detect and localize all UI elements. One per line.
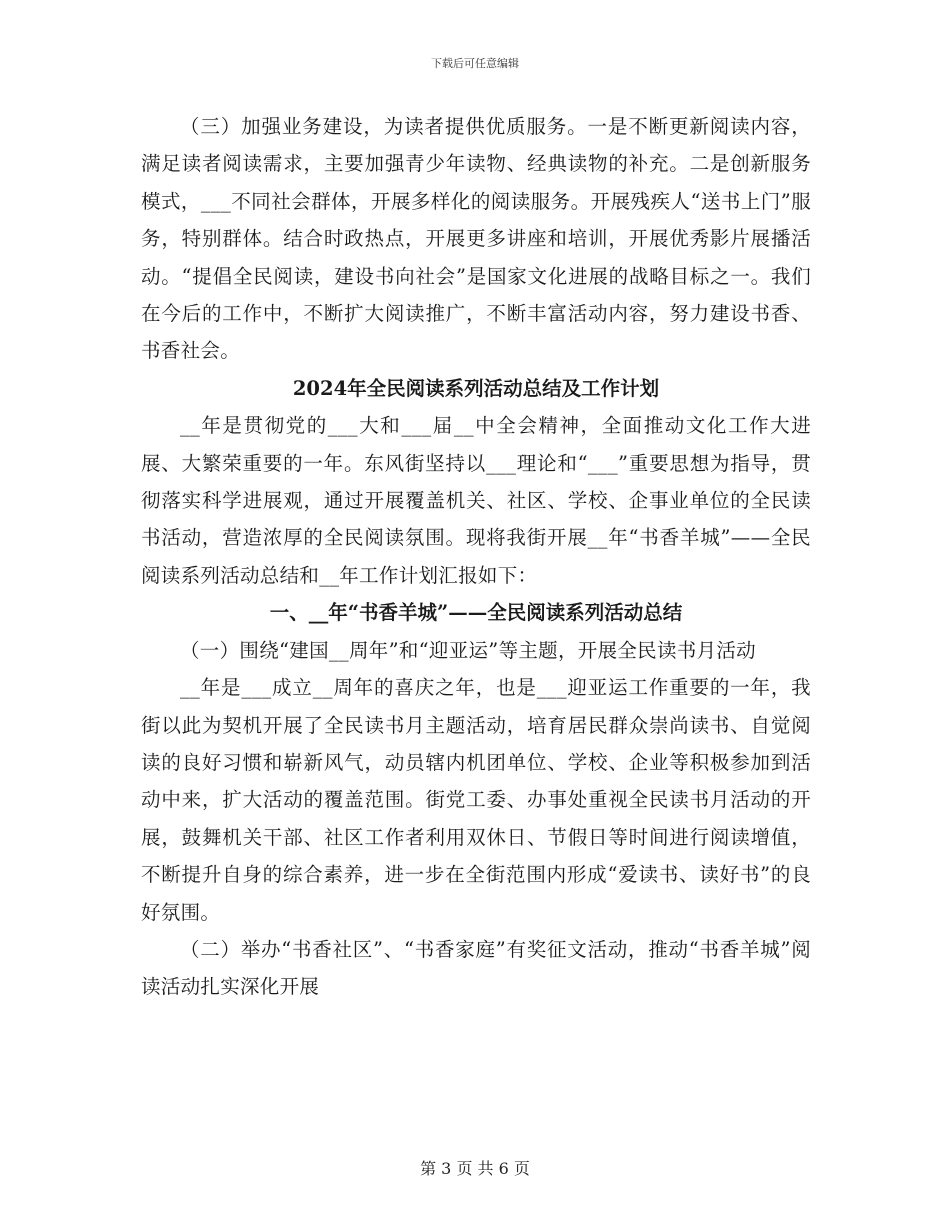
document-title: 2024年全民阅读系列活动总结及工作计划 <box>292 376 660 400</box>
subsection-heading-reading-month: （一）围绕“建国__周年”和“迎亚运”等主题，开展全民读书月活动 <box>180 638 756 662</box>
page-number-footer: 第 3 页 共 6 页 <box>420 1159 530 1178</box>
section-heading-summary: 一、__年“书香羊城”——全民阅读系列活动总结 <box>269 601 683 625</box>
paragraph-service-building: （三）加强业务建设，为读者提供优质服务。一是不断更新阅读内容，满足读者阅读需求，主要加强青少年读物、经典读物的补充。二是创新服务模式，___不同社会群体，开展多样化的阅读服务。开展残疾人“送书上门”服务，特别群体。结合时政热点，开展更多讲座和培训，开展优秀影片展播活动。“提倡全民阅读，建设书向社会”是国家文化进展的战略目标之一。我们在今后的工作中，不断扩大阅读推广，不断丰富活动内容，努力建设书香、书香社会。 <box>141 115 811 363</box>
paragraph-introduction: __年是贯彻党的___大和___届__中全会精神，全面推动文化工作大进展、大繁荣重要的一年。东风街坚持以___理论和“___”重要思想为指导，贯彻落实科学进展观，通过开展覆盖机关、社区、学校、企事业单位的全民读书活动，营造浓厚的全民阅读氛围。现将我街开展__年“书香羊城”——全民阅读系列活动总结和__年工作计划汇报如下： <box>141 414 811 587</box>
document-body <box>141 108 811 1006</box>
paragraph-reading-month: __年是___成立__周年的喜庆之年，也是___迎亚运工作重要的一年，我街以此为契机开展了全民读书月主题活动，培育居民群众崇尚读书、自觉阅读的良好习惯和崭新风气，动员辖内机团单位、学校、企业等积极参加到活动中来，扩大活动的覆盖范围。街党工委、办事处重视全民读书月活动的开展，鼓舞机关干部、社区工作者利用双休日、节假日等时间进行阅读增值，不断提升自身的综合素养，进一步在全街范围内形成“爱读书、读好书”的良好氛围。 <box>141 676 811 924</box>
page-header-note: 下载后可任意编辑 <box>431 57 519 70</box>
subsection-heading-essay-contest: （二）举办“书香社区”、“书香家庭”有奖征文活动，推动“书香羊城”阅读活动扎实深化开展 <box>141 937 811 999</box>
